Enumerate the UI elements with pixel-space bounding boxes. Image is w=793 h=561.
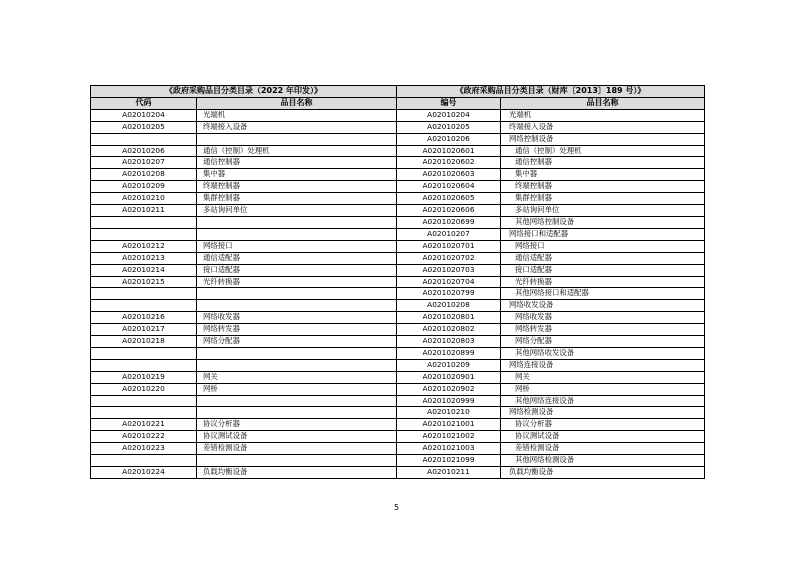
right-code-cell: A0201021003 bbox=[397, 443, 501, 455]
left-name-cell: 多站询问单位 bbox=[197, 205, 397, 217]
right-name-cell: 通信（控制）处理机 bbox=[501, 145, 705, 157]
left-name-cell: 光纤转换器 bbox=[197, 276, 397, 288]
left-code-cell bbox=[91, 228, 197, 240]
table-row bbox=[91, 431, 705, 443]
left-code-cell bbox=[91, 288, 197, 300]
page-number: 5 bbox=[393, 503, 400, 512]
right-name-cell: 网络收发设备 bbox=[501, 300, 705, 312]
left-code-cell: A02010205 bbox=[91, 121, 197, 133]
left-edition-title: 《政府采购品目分类目录（2022 年印发）》 bbox=[91, 86, 397, 98]
left-name-cell bbox=[197, 407, 397, 419]
left-code-cell bbox=[91, 359, 197, 371]
left-code-header: 代码 bbox=[91, 97, 197, 109]
right-code-cell: A0201020899 bbox=[397, 347, 501, 359]
right-code-cell: A0201020999 bbox=[397, 395, 501, 407]
right-code-cell: A02010210 bbox=[397, 407, 501, 419]
right-name-cell: 网桥 bbox=[501, 383, 705, 395]
right-code-cell: A0201020603 bbox=[397, 169, 501, 181]
right-name-cell: 网络连接设备 bbox=[501, 359, 705, 371]
left-name-cell: 光端机 bbox=[197, 109, 397, 121]
right-code-cell: A02010207 bbox=[397, 228, 501, 240]
right-code-cell: A0201020606 bbox=[397, 205, 501, 217]
left-code-cell: A02010217 bbox=[91, 324, 197, 336]
left-name-cell: 网络转发器 bbox=[197, 324, 397, 336]
left-code-cell: A02010221 bbox=[91, 419, 197, 431]
left-code-cell: A02010215 bbox=[91, 276, 197, 288]
table-row bbox=[91, 193, 705, 205]
table-row bbox=[91, 395, 705, 407]
right-name-cell: 其他网络连接设备 bbox=[501, 395, 705, 407]
left-code-cell: A02010224 bbox=[91, 467, 197, 479]
right-code-cell: A0201020801 bbox=[397, 312, 501, 324]
right-name-cell: 协议分析器 bbox=[501, 419, 705, 431]
left-name-cell: 网络收发器 bbox=[197, 312, 397, 324]
right-name-cell: 其他网络收发设备 bbox=[501, 347, 705, 359]
right-code-cell: A0201020803 bbox=[397, 336, 501, 348]
right-code-cell: A0201020604 bbox=[397, 181, 501, 193]
left-code-cell: A02010210 bbox=[91, 193, 197, 205]
left-name-cell bbox=[197, 300, 397, 312]
right-name-cell: 光端机 bbox=[501, 109, 705, 121]
table-row bbox=[91, 300, 705, 312]
table-row bbox=[91, 121, 705, 133]
right-name-cell: 网络接口和适配器 bbox=[501, 228, 705, 240]
table-row bbox=[91, 312, 705, 324]
right-name-cell: 集中器 bbox=[501, 169, 705, 181]
right-name-cell: 差错检测设备 bbox=[501, 443, 705, 455]
right-code-cell: A0201020901 bbox=[397, 371, 501, 383]
right-name-cell: 通信适配器 bbox=[501, 252, 705, 264]
right-name-cell: 网络接口 bbox=[501, 240, 705, 252]
table-row bbox=[91, 157, 705, 169]
table-row bbox=[91, 324, 705, 336]
right-name-cell: 多站询问单位 bbox=[501, 205, 705, 217]
left-name-cell: 终端接入设备 bbox=[197, 121, 397, 133]
left-code-cell bbox=[91, 347, 197, 359]
table-row bbox=[91, 169, 705, 181]
table-row bbox=[91, 133, 705, 145]
right-code-cell: A0201020799 bbox=[397, 288, 501, 300]
left-name-cell bbox=[197, 133, 397, 145]
left-code-cell: A02010216 bbox=[91, 312, 197, 324]
left-code-cell bbox=[91, 407, 197, 419]
right-code-cell: A0201020802 bbox=[397, 324, 501, 336]
table-row bbox=[91, 181, 705, 193]
right-code-cell: A0201020605 bbox=[397, 193, 501, 205]
left-name-cell bbox=[197, 359, 397, 371]
right-name-cell: 网络转发器 bbox=[501, 324, 705, 336]
left-code-cell: A02010204 bbox=[91, 109, 197, 121]
left-code-cell: A02010212 bbox=[91, 240, 197, 252]
left-name-cell: 负载均衡设备 bbox=[197, 467, 397, 479]
left-name-cell: 接口适配器 bbox=[197, 264, 397, 276]
left-name-cell: 通信适配器 bbox=[197, 252, 397, 264]
right-code-cell: A0201020702 bbox=[397, 252, 501, 264]
left-code-cell: A02010208 bbox=[91, 169, 197, 181]
left-name-cell: 集群控制器 bbox=[197, 193, 397, 205]
right-name-cell: 网关 bbox=[501, 371, 705, 383]
left-code-cell bbox=[91, 455, 197, 467]
table-row bbox=[91, 336, 705, 348]
left-code-cell: A02010206 bbox=[91, 145, 197, 157]
left-code-cell bbox=[91, 395, 197, 407]
right-name-header: 品目名称 bbox=[501, 97, 705, 109]
left-name-cell bbox=[197, 216, 397, 228]
table-row bbox=[91, 276, 705, 288]
left-name-cell: 集中器 bbox=[197, 169, 397, 181]
right-code-cell: A02010205 bbox=[397, 121, 501, 133]
right-edition-title: 《政府采购品目分类目录（财库〔2013〕189 号）》 bbox=[397, 86, 705, 98]
left-name-cell bbox=[197, 228, 397, 240]
right-name-cell: 网络控制设备 bbox=[501, 133, 705, 145]
right-code-cell: A02010208 bbox=[397, 300, 501, 312]
right-name-cell: 负载均衡设备 bbox=[501, 467, 705, 479]
right-name-cell: 终端控制器 bbox=[501, 181, 705, 193]
left-code-cell bbox=[91, 216, 197, 228]
left-code-cell: A02010211 bbox=[91, 205, 197, 217]
table-row bbox=[91, 240, 705, 252]
table-row bbox=[91, 109, 705, 121]
left-code-cell: A02010213 bbox=[91, 252, 197, 264]
right-code-cell: A0201020701 bbox=[397, 240, 501, 252]
right-name-cell: 网络收发器 bbox=[501, 312, 705, 324]
right-name-cell: 其他网络接口和适配器 bbox=[501, 288, 705, 300]
left-code-cell: A02010220 bbox=[91, 383, 197, 395]
left-name-cell: 协议测试设备 bbox=[197, 431, 397, 443]
right-name-cell: 集群控制器 bbox=[501, 193, 705, 205]
right-code-cell: A0201020699 bbox=[397, 216, 501, 228]
table-row bbox=[91, 228, 705, 240]
left-code-cell: A02010219 bbox=[91, 371, 197, 383]
column-header-row bbox=[91, 97, 705, 109]
edition-title-row bbox=[91, 86, 705, 98]
right-name-cell: 接口适配器 bbox=[501, 264, 705, 276]
left-name-cell: 协议分析器 bbox=[197, 419, 397, 431]
right-code-cell: A02010211 bbox=[397, 467, 501, 479]
left-code-cell: A02010209 bbox=[91, 181, 197, 193]
left-code-cell: A02010207 bbox=[91, 157, 197, 169]
left-name-cell: 网络分配器 bbox=[197, 336, 397, 348]
left-name-cell: 差错检测设备 bbox=[197, 443, 397, 455]
right-code-cell: A0201020703 bbox=[397, 264, 501, 276]
left-code-cell bbox=[91, 300, 197, 312]
right-code-cell: A0201020601 bbox=[397, 145, 501, 157]
right-code-cell: A02010206 bbox=[397, 133, 501, 145]
table-row bbox=[91, 443, 705, 455]
catalog-comparison-table bbox=[90, 85, 705, 479]
table-row bbox=[91, 455, 705, 467]
table-row bbox=[91, 419, 705, 431]
right-code-cell: A0201020602 bbox=[397, 157, 501, 169]
table-row bbox=[91, 383, 705, 395]
right-name-cell: 其他网络控制设备 bbox=[501, 216, 705, 228]
left-name-cell bbox=[197, 455, 397, 467]
right-code-cell: A02010204 bbox=[397, 109, 501, 121]
left-code-cell: A02010214 bbox=[91, 264, 197, 276]
right-code-cell: A02010209 bbox=[397, 359, 501, 371]
table-row bbox=[91, 407, 705, 419]
right-name-cell: 网络检测设备 bbox=[501, 407, 705, 419]
left-name-cell: 通信控制器 bbox=[197, 157, 397, 169]
table-row bbox=[91, 216, 705, 228]
left-name-cell: 网关 bbox=[197, 371, 397, 383]
table-row bbox=[91, 359, 705, 371]
left-code-cell: A02010223 bbox=[91, 443, 197, 455]
left-name-cell bbox=[197, 395, 397, 407]
left-name-cell: 网桥 bbox=[197, 383, 397, 395]
left-name-cell bbox=[197, 347, 397, 359]
right-name-cell: 协议测试设备 bbox=[501, 431, 705, 443]
table-row bbox=[91, 145, 705, 157]
right-code-cell: A0201021002 bbox=[397, 431, 501, 443]
table-row bbox=[91, 467, 705, 479]
table-row bbox=[91, 288, 705, 300]
right-name-cell: 终端接入设备 bbox=[501, 121, 705, 133]
left-name-cell: 终端控制器 bbox=[197, 181, 397, 193]
right-name-cell: 光纤转换器 bbox=[501, 276, 705, 288]
right-name-cell: 其他网络检测设备 bbox=[501, 455, 705, 467]
right-name-cell: 通信控制器 bbox=[501, 157, 705, 169]
left-name-header: 品目名称 bbox=[197, 97, 397, 109]
right-code-cell: A0201021099 bbox=[397, 455, 501, 467]
table-row bbox=[91, 252, 705, 264]
table-row bbox=[91, 264, 705, 276]
left-code-cell bbox=[91, 133, 197, 145]
left-name-cell: 网络接口 bbox=[197, 240, 397, 252]
table-row bbox=[91, 371, 705, 383]
right-name-cell: 网络分配器 bbox=[501, 336, 705, 348]
right-code-cell: A0201020902 bbox=[397, 383, 501, 395]
right-code-header: 编号 bbox=[397, 97, 501, 109]
table-row bbox=[91, 347, 705, 359]
left-name-cell bbox=[197, 288, 397, 300]
table-row bbox=[91, 205, 705, 217]
right-code-cell: A0201020704 bbox=[397, 276, 501, 288]
left-code-cell: A02010222 bbox=[91, 431, 197, 443]
right-code-cell: A0201021001 bbox=[397, 419, 501, 431]
left-name-cell: 通信（控制）处理机 bbox=[197, 145, 397, 157]
left-code-cell: A02010218 bbox=[91, 336, 197, 348]
